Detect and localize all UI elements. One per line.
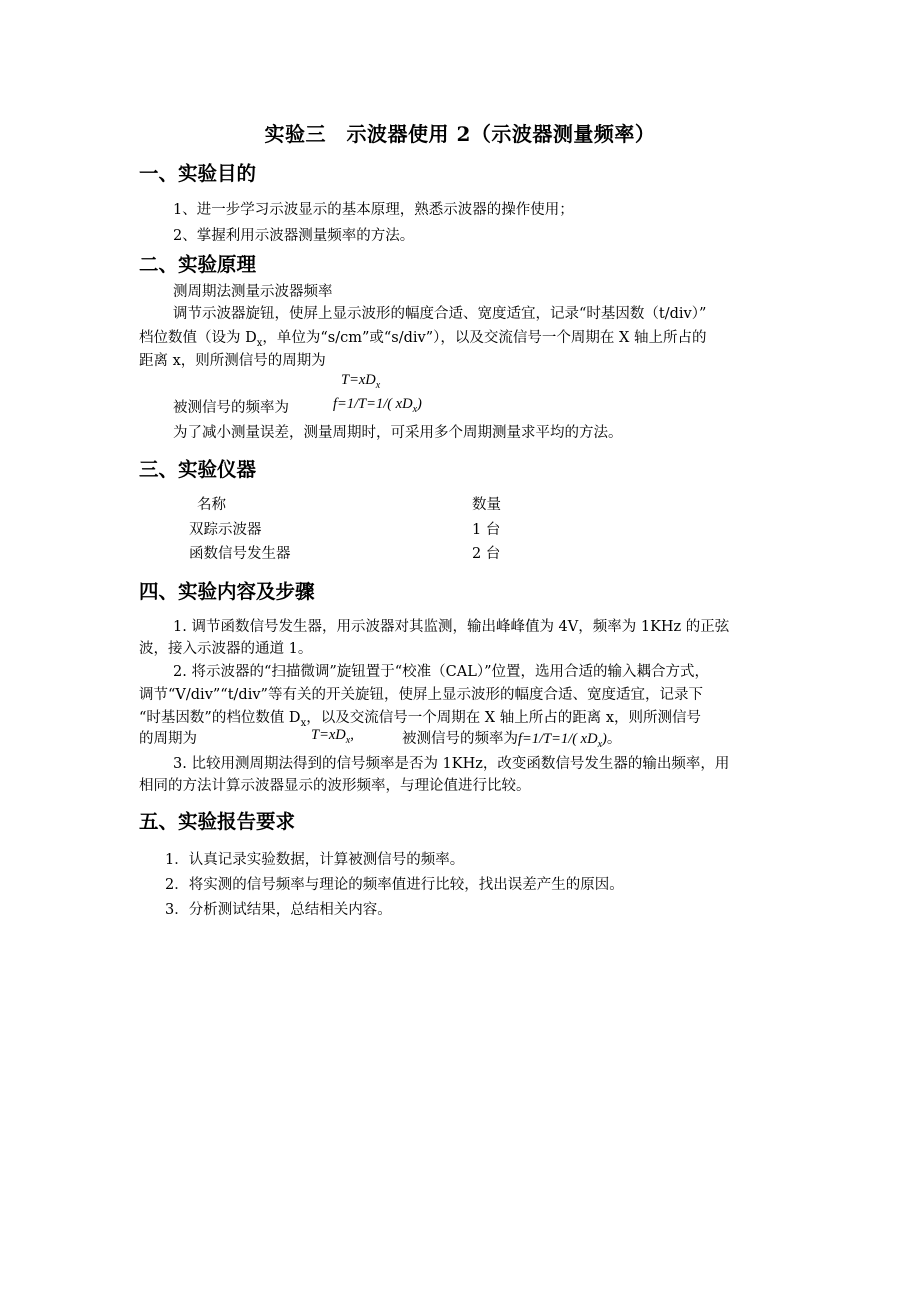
frequency-formula: f=1/T=1/( $xD_x$) xyxy=(333,396,422,415)
principle-para-line-1: 调节示波器旋钮，使屏上显示波形的幅度合适、宽度适宜，记录“时基因数（t/div）” xyxy=(173,306,707,322)
instrument-col-name: 名称 xyxy=(197,497,226,513)
section-heading-instruments: 三、实验仪器 xyxy=(139,458,257,481)
step1-line-2: 波，接入示波器的通道 1。 xyxy=(139,641,313,657)
step2-line-3: “时基因数”的档位数值 $D_x$，以及交流信号一个周期在 X 轴上所占的距离 x，则所测信号 xyxy=(139,710,702,729)
step2-line-2: 调节“V/div”“t/div”等有关的开关旋钮，使屏上显示波形的幅度合适、宽度适宜，记录下 xyxy=(139,687,703,703)
principle-para-line-2: 档位数值（设为 $D_x$，单位为“s/cm”或“s/div”），以及交流信号一个周期在 X 轴上所占的 xyxy=(139,330,707,349)
period-formula: $T=xD_x$ xyxy=(341,372,381,391)
instrument-row-qty: 1 台 xyxy=(472,522,501,538)
principle-subheading: 测周期法测量示波器频率 xyxy=(173,284,333,300)
instrument-row-qty: 2 台 xyxy=(472,546,501,562)
objective-item-1: 1、进一步学习示波显示的基本原理，熟悉示波器的操作使用； xyxy=(173,202,574,218)
objective-item-2: 2、掌握利用示波器测量频率的方法。 xyxy=(173,228,415,244)
section-heading-principle: 二、实验原理 xyxy=(139,253,257,276)
frequency-label: 被测信号的频率为 xyxy=(173,400,289,416)
section-heading-objective: 一、实验目的 xyxy=(139,162,257,185)
instrument-row-name: 函数信号发生器 xyxy=(189,546,291,562)
section-heading-procedure: 四、实验内容及步骤 xyxy=(139,580,315,603)
step3-line-2: 相同的方法计算示波器显示的波形频率，与理论值进行比较。 xyxy=(139,778,531,794)
step3-line-1: 3. 比较用测周期法得到的信号频率是否为 1KHz，改变函数信号发生器的输出频率，用 xyxy=(173,756,730,772)
instrument-row-name: 双踪示波器 xyxy=(189,522,262,538)
section-heading-report: 五、实验报告要求 xyxy=(139,810,296,833)
report-item-2: 2．将实测的信号频率与理论的频率值进行比较，找出误差产生的原因。 xyxy=(165,877,624,893)
report-item-1: 1．认真记录实验数据，计算被测信号的频率。 xyxy=(165,852,465,868)
page-title: 实验三 示波器使用 2（示波器测量频率） xyxy=(264,122,656,146)
step2-frequency-text: 被测信号的频率为f=1/T=1/( $xD_x$)。 xyxy=(402,731,622,750)
step2-line-1: 2. 将示波器的“扫描微调”旋钮置于“校准（CAL）”位置，选用合适的输入耦合方式， xyxy=(173,664,710,680)
step1-line-1: 1. 调节函数信号发生器，用示波器对其监测，输出峰峰值为 4V，频率为 1KHz 的正弦 xyxy=(173,619,730,635)
principle-note: 为了减小测量误差，测量周期时，可采用多个周期测量求平均的方法。 xyxy=(173,425,623,441)
step2-period-formula: $T=xD_x$, xyxy=(311,727,354,746)
principle-para-line-3: 距离 x，则所测信号的周期为 xyxy=(139,353,326,369)
report-item-3: 3．分析测试结果，总结相关内容。 xyxy=(165,902,392,918)
step2-line-4: 的周期为 xyxy=(139,731,197,747)
instrument-col-qty: 数量 xyxy=(472,497,501,513)
